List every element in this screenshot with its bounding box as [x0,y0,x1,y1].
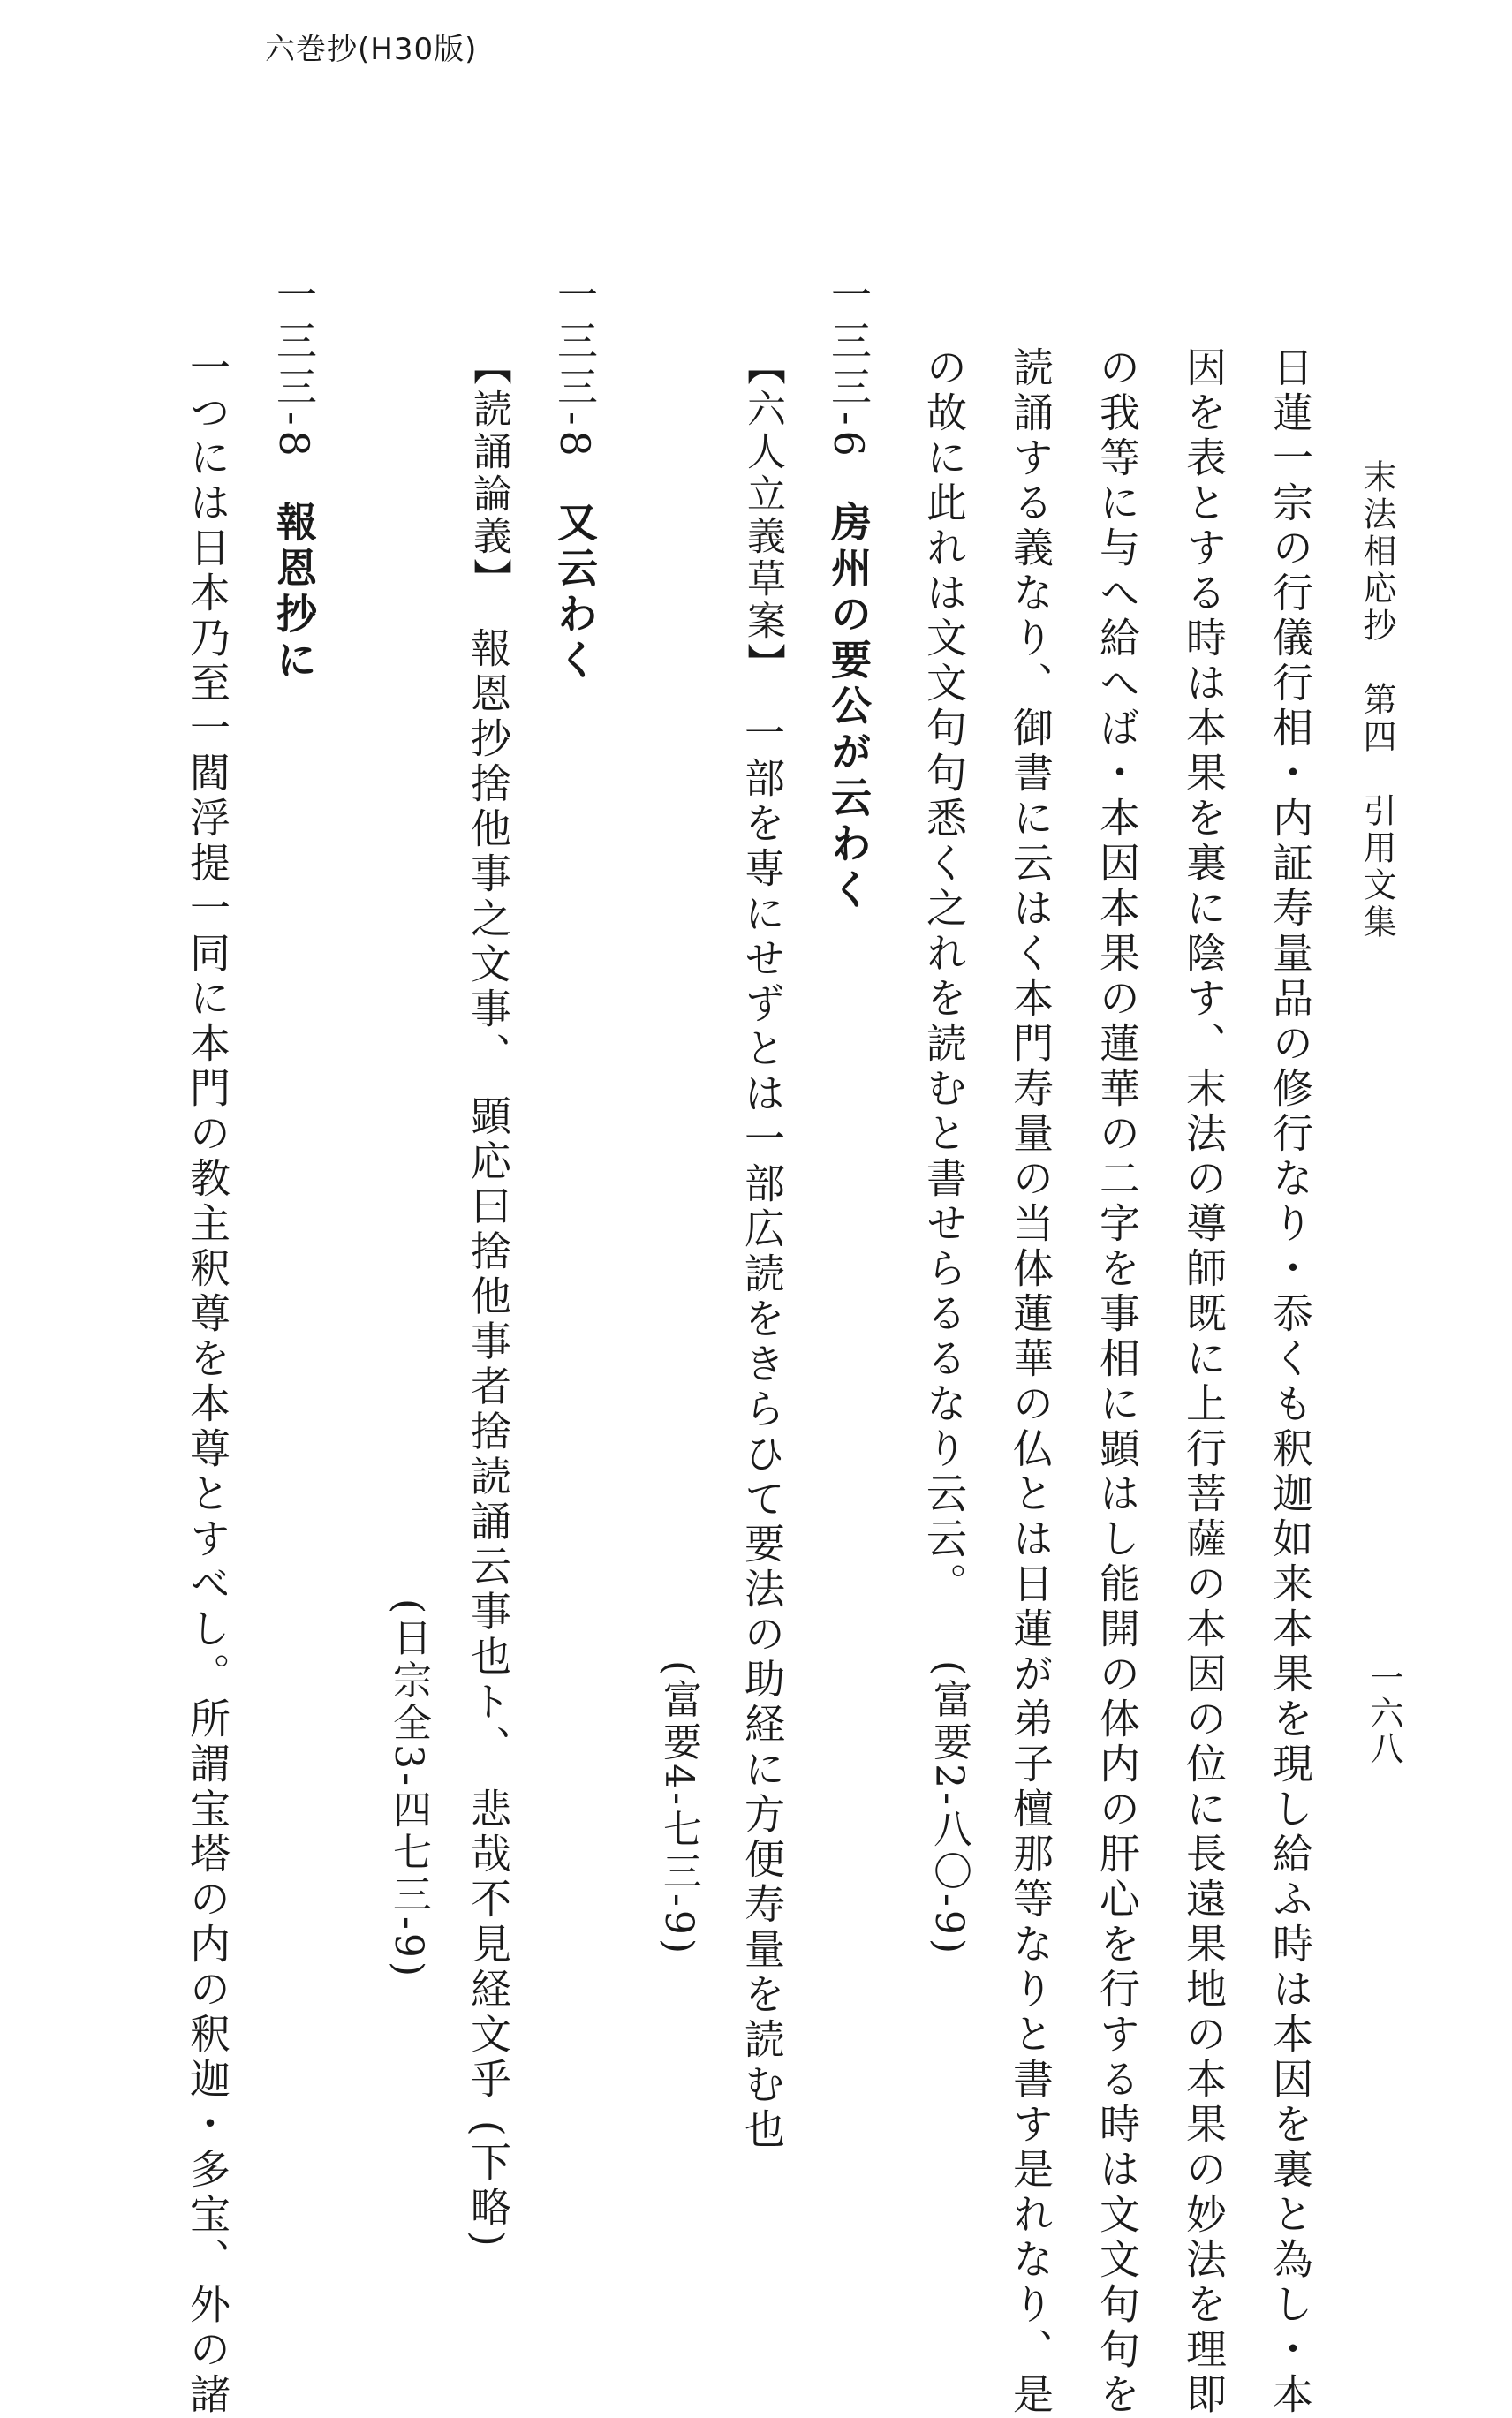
section-title: 報恩抄に [270,500,318,684]
section-heading [825,274,873,914]
citation: (富要4-七三-9) [656,1660,701,1958]
source-title: 【読誦論義】 [466,346,511,601]
section-number: 一三三-8 [551,274,599,462]
citation: (富要2-八〇-9) [926,1660,971,1958]
body-line: の故に此れは文文句句悉く之れを読むと書せらるるなり云云。 [920,346,968,1607]
section-title: 又云わく [551,500,599,684]
body-line: 因を表とする時は本果を裏に陰す、末法の導師既に上行菩薩の本因の位に長遠果地の本果の妙法を理即 [1180,346,1228,2418]
section-number: 一三三-6 [825,274,873,462]
quote-text: 一部を専にせずとは一部広読をきらひて要法の助経に方便寿量を読む也 [738,712,786,2153]
page-number: 一六八 [1365,1660,1403,1766]
document-header-label: 六巻抄(H30版) [265,32,478,67]
body-line [738,346,786,2153]
section-heading [270,274,318,684]
body-line: 日蓮一宗の行儀行相・内証寿量品の修行なり・忝くも釈迦如来本果を現し給ふ時は本因を裏と為し・本 [1266,346,1314,2418]
source-title: 【六人立義草案】 [740,346,785,685]
body-line [465,346,512,2251]
section-number: 一三三-8 [270,274,318,462]
body-line: 読誦する義なり、御書に云はく本門寿量の当体蓮華の仏とは日蓮が弟子檀那等なりと書す是れなり、是 [1007,346,1055,2418]
body-line: の我等に与へ給へば・本因本果の蓮華の二字を事相に顕はし能開の体内の肝心を行する時は文文句句を [1093,346,1141,2418]
citation: (日宗全3-四七三-9) [386,1598,431,1981]
section-heading [551,274,599,684]
body-line: 一つには日本乃至一閻浮提一同に本門の教主釈尊を本尊とすべし。所謂宝塔の内の釈迦・多宝、外の諸 [184,346,231,2418]
section-title: 房州の要公が云わく [825,500,873,914]
quote-text: 報恩抄捨他事之文事、 顕応曰捨他事者捨読誦云事也ト、 悲哉不見経文乎 (下略) [465,627,512,2251]
running-head: 末法相応抄 第四 引用文集 [1357,459,1396,941]
